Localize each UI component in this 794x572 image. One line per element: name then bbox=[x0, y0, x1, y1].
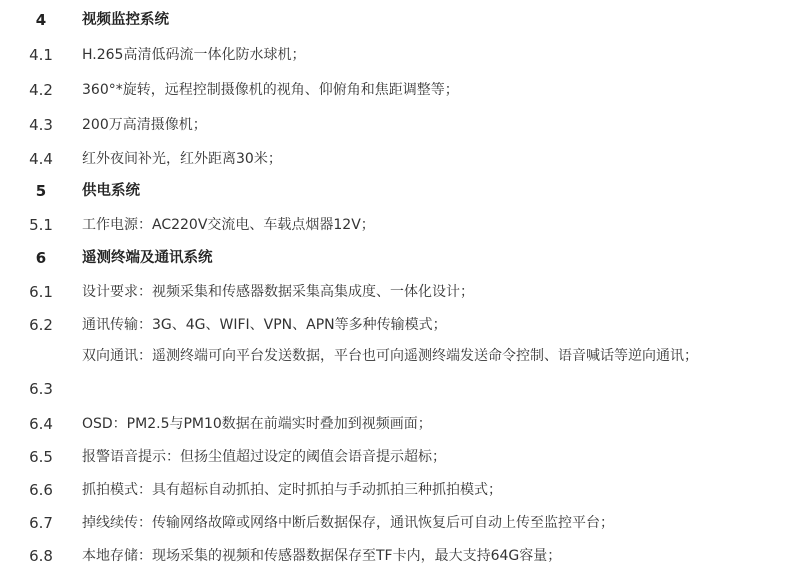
section-title: 遥测终端及通讯系统 bbox=[82, 250, 213, 266]
item-text: 工作电源：AC220V交流电、车载点烟器12V； bbox=[82, 217, 375, 233]
item-text: 通讯传输：3G、4G、WIFI、VPN、APN等多种传输模式； bbox=[82, 317, 447, 333]
item-number: 6.4 bbox=[29, 415, 53, 433]
item-number: 4.4 bbox=[29, 150, 53, 168]
item-text: 360°*旋转，远程控制摄像机的视角、仰俯角和焦距调整等； bbox=[82, 82, 459, 98]
item-number: 5.1 bbox=[29, 216, 53, 234]
item-text: 200万高清摄像机； bbox=[82, 117, 207, 133]
item-number: 4.3 bbox=[29, 116, 53, 134]
section-number: 5 bbox=[35, 182, 47, 200]
item-text: 本地存储：现场采集的视频和传感器数据保存至TF卡内，最大支持64G容量； bbox=[82, 548, 562, 564]
item-text: 设计要求：视频采集和传感器数据采集高集成度、一体化设计； bbox=[82, 284, 474, 300]
item-number: 4.2 bbox=[29, 81, 53, 99]
item-number: 6.2 bbox=[29, 316, 53, 334]
item-number: 4.1 bbox=[29, 46, 53, 64]
section-number: 6 bbox=[35, 249, 47, 267]
section-title: 视频监控系统 bbox=[82, 12, 169, 28]
item-number: 6.6 bbox=[29, 481, 53, 499]
item-text: 掉线续传：传输网络故障或网络中断后数据保存，通讯恢复后可自动上传至监控平台； bbox=[82, 515, 614, 531]
item-text: H.265高清低码流一体化防水球机； bbox=[82, 47, 306, 63]
item-text: 抓拍模式：具有超标自动抓拍、定时抓拍与手动抓拍三种抓拍模式； bbox=[82, 482, 502, 498]
item-text: 红外夜间补光，红外距离30米； bbox=[82, 151, 282, 167]
item-number: 6.8 bbox=[29, 547, 53, 565]
item-text: OSD：PM2.5与PM10数据在前端实时叠加到视频画面； bbox=[82, 416, 432, 432]
spec-item-row bbox=[0, 340, 794, 406]
section-number: 4 bbox=[35, 11, 47, 29]
item-number: 6.5 bbox=[29, 448, 53, 466]
item-text: 报警语音提示：但扬尘值超过设定的阈值会语音提示超标； bbox=[82, 449, 446, 465]
item-number: 6.7 bbox=[29, 514, 53, 532]
item-number: 6.3 bbox=[29, 380, 53, 398]
item-number: 6.1 bbox=[29, 283, 53, 301]
section-title: 供电系统 bbox=[82, 183, 140, 199]
item-text: 双向通讯：遥测终端可向平台发送数据，平台也可向遥测终端发送命令控制、语音喊话等逆向通讯； bbox=[82, 348, 698, 364]
